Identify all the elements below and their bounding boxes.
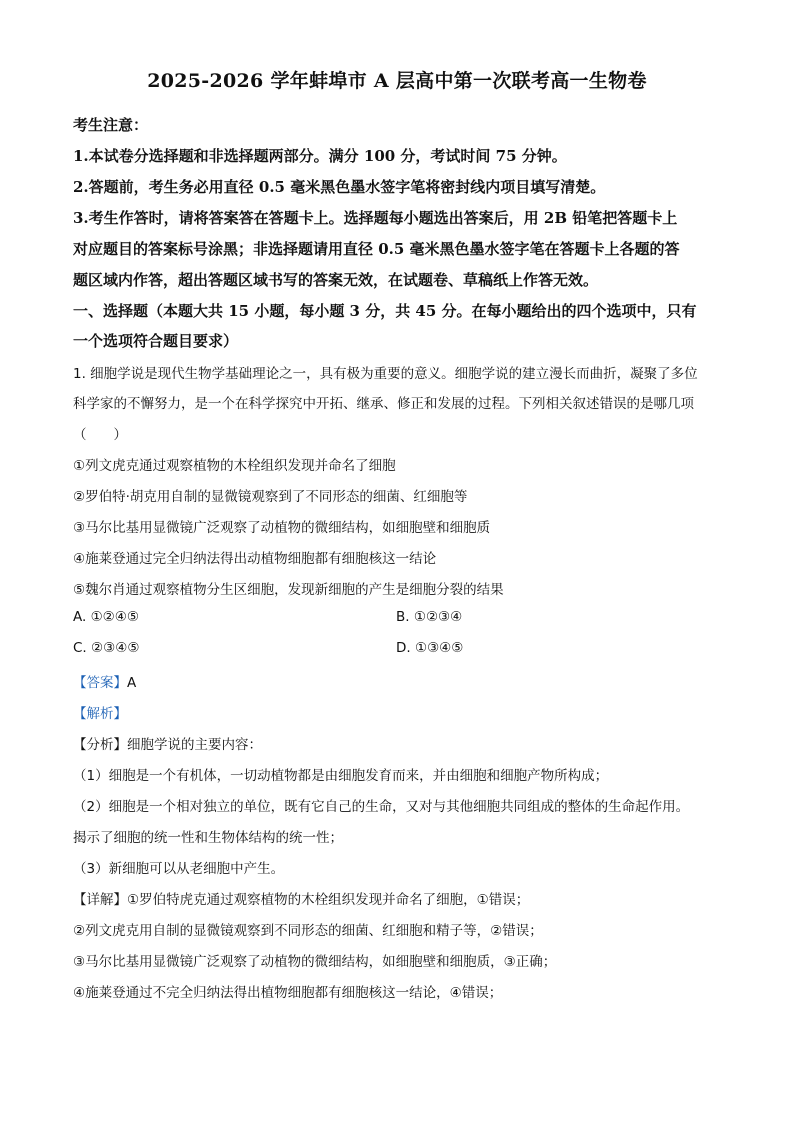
answer-value: A — [127, 675, 137, 691]
option-b: B. ①②③④ — [396, 609, 463, 625]
option-c: C. ②③④⑤ — [73, 640, 140, 656]
analysis-point: 揭示了细胞的统一性和生物体结构的统一性； — [73, 830, 343, 846]
question-stem: （ ） — [73, 427, 127, 443]
notice-item: 1.本试卷分选择题和非选择题两部分。满分 100 分，考试时间 75 分钟。 — [73, 147, 567, 165]
detail-line — [73, 888, 529, 908]
fenxi-text: 细胞学说的主要内容： — [127, 737, 262, 753]
fenxi-tag: 【分析】 — [73, 737, 127, 753]
notice-item: 2.答题前，考生务必用直径 0.5 毫米黑色墨水签字笔将密封线内项目填写清楚。 — [73, 178, 606, 196]
question-stem: 1. 细胞学说是现代生物学基础理论之一，具有极为重要的意义。细胞学说的建立漫长而曲折，凝聚了多位 — [73, 366, 698, 382]
detail-line: ③马尔比基用显微镜广泛观察了动植物的微细结构，如细胞壁和细胞质，③正确； — [73, 954, 557, 970]
detail-line: ②列文虎克用自制的显微镜观察到不同形态的细菌、红细胞和精子等，②错误； — [73, 923, 543, 939]
option-a: A. ①②④⑤ — [73, 609, 139, 625]
notice-item: 对应题目的答案标号涂黑；非选择题请用直径 0.5 毫米黑色墨水签字笔在答题卡上各题的答 — [73, 240, 680, 258]
notice-heading: 考生注意： — [73, 116, 149, 134]
section-heading: 一、选择题（本题大共 15 小题，每小题 3 分，共 45 分。在每小题给出的四个选项中，只有 — [73, 302, 697, 320]
notice-item: 题区域内作答，超出答题区域书写的答案无效，在试题卷、草稿纸上作答无效。 — [73, 271, 599, 289]
statement-item: ②罗伯特·胡克用自制的显微镜观察到了不同形态的细菌、红细胞等 — [73, 489, 468, 505]
analysis-point: （2）细胞是一个相对独立的单位，既有它自己的生命，又对与其他细胞共同组成的整体的生命起作用。 — [73, 799, 690, 815]
answer-line — [73, 671, 136, 691]
answer-tag: 【答案】 — [73, 675, 127, 691]
statement-item: ⑤魏尔肖通过观察植物分生区细胞，发现新细胞的产生是细胞分裂的结果 — [73, 582, 504, 598]
question-stem: 科学家的不懈努力，是一个在科学探究中开拓、继承、修正和发展的过程。下列相关叙述错误的是哪几项 — [73, 396, 694, 412]
notice-item: 3.考生作答时，请将答案答在答题卡上。选择题每小题选出答案后，用 2B 铅笔把答题卡上 — [73, 209, 678, 227]
exam-title: 2025-2026 学年蚌埠市 A 层高中第一次联考高一生物卷 — [147, 70, 647, 92]
analysis-tag: 【解析】 — [73, 706, 127, 722]
option-d: D. ①③④⑤ — [396, 640, 464, 656]
analysis-point: （1）细胞是一个有机体，一切动植物都是由细胞发育而来，并由细胞和细胞产物所构成； — [73, 768, 609, 784]
section-heading-continued: 一个选项符合题目要求） — [73, 332, 239, 350]
analysis-fenxi — [73, 733, 262, 753]
analysis-point: （3）新细胞可以从老细胞中产生。 — [73, 861, 285, 877]
statement-item: ①列文虎克通过观察植物的木栓组织发现并命名了细胞 — [73, 458, 396, 474]
detail-tag: 【详解】 — [73, 892, 127, 908]
detail-text: ①罗伯特虎克通过观察植物的木栓组织发现并命名了细胞，①错误； — [127, 892, 530, 908]
statement-item: ③马尔比基用显微镜广泛观察了动植物的微细结构，如细胞壁和细胞质 — [73, 520, 491, 536]
detail-line: ④施莱登通过不完全归纳法得出植物细胞都有细胞核这一结论，④错误； — [73, 985, 503, 1001]
statement-item: ④施莱登通过完全归纳法得出动植物细胞都有细胞核这一结论 — [73, 551, 437, 567]
